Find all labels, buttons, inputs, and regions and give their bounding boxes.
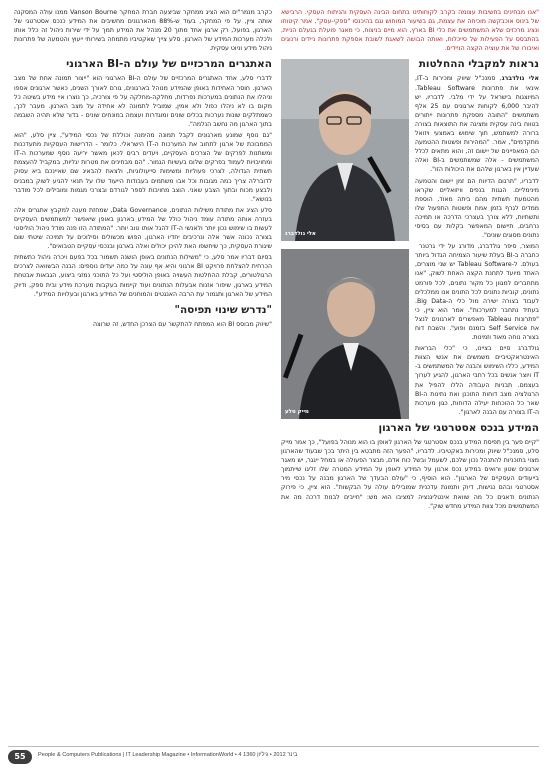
research-paragraph: כקרב מנמר"ים הוא הציג ממחקר שביצעה חברת המחקר Vanson Bourne ממנו עולה המסקנה אותה ציין, על פי המחקר, בעוד ש-88% מהארגונים מחשיבים את המידע כנכס אסטרטגי של הארגון, בפועל, רק ארגון אחד מתוך 20 מנהל את המידע תמך על ידי שירות ניהול זה כלל אותו ולכלה מערכות המידע של הארגון. סלע צייך שאקטיביו מתמחה בשירותי ייעוץ והטמעה של פתרונות ניהול מידע וניוט עסקית. (14, 9, 272, 53)
marketing-paragraph: "שיווק מבוסס BI הוא המפתח להתקשר עם הצרכן החדש, זה שרוצה (92, 320, 272, 328)
article-column-right (281, 8, 539, 742)
portrait-image (281, 59, 409, 241)
intro-paragraph: "אנו מבחינים בחשיבות עצומה בקרב לקוחותינו בתחום הבינה העסקית והניתוח העסקי. הרבישא של בינוס אוכבקשה מוכיחה את עצמת, גם בשיעור המוחוש וגם בהיכנסו "ספקי-עסק", אמר קיטוחו ונציג מרכזים שלא המשתמשים את כלי BI בארץ, הוא מיים בניצוח, כי מאגר פועלת בגעלם הניית, בהתבסס על הפעילות של סייכלות, ואותה הבושה לשאגת לשובת אספקת פתרונות ניידים ורנוגים ואיבורו של את עוציה הקצה הניידים. (281, 9, 539, 53)
challenges-paragraph: לדברי סלע, אחד האתגרים המרכזיים של עולם ה-BI הארגוני הוא "ייצור תמונה אחת של מצב הארגון. חוסר האחידות באופן שהמידע מנוהל בארגונים, גורם לאורך השנים, כאשר ארגונים אספו וניהלו את הנתונים במערכות נפרדות, מחלקה-מחלקה על פי צורכיה, כך נוצרו איי מידע בשיטה כל מקום בו לא ניהלו כפול ולא אמין, שמוביל לתמונה לא אחידה על מצב הארגון. מעבר לכך, כשמתלקים שונות נערכות בכלים שונים ומוגדרות ועצמה במונחים שונים - בדור שלא תהיה השבמה בתוך הארגון מה נחשב הנלמה". (14, 75, 272, 128)
photo-caption-goldberg: אלי גולדברג (285, 231, 316, 238)
photo-eli-goldberg (281, 59, 409, 241)
goldberg-paragraph-2: לדבריו, "תרגום הדיווח הם זמן יישום והטמעה מינימליים. הגגות בנפים וויזואליים שקראו מהטמעת תשתית מהם ביתה מאוד, הוספת ממדים לגרף בזמן אמת ופשטות התפעול שלו ותשתיות, ללא צורך בעצרכי הדרכה או תמיכה נרחבים, תיישום המאפשר בקלות עם בסיסי נתונים מסוגים שונים". (415, 177, 539, 240)
closing-paragraph: גולדברג סיים בציינו, כי "כלי הבראות האינטראקטיביים משמשים את אנשי הצוות המידע, כללו השימוש והבנה של המשתמשים ב-IT ויוצר אנשים בכל רחבי הארגון, להגיע לערוך בעצמם. תבניות העבודה הללו להפיל את הרגולציה מצב דוחות התוכנן ואת נתינות ה-BI שאר כל ההוכחות יעילה הדוחות, כגון מערכות ה-IT בצורה עם הבנה לארגון". (415, 345, 539, 416)
product-paragraph: המוצר, סיפר גולדברג, מדורג על ידי גרטנר כחברה ב-BI בעלת שיעור הצמיחה הגדול ביותר בעולם. ל-Tableau Software יש שני מוצרים, האחד מיועד לתחנת הקצה האחת לשוק, "אנו מתחברים למגוון כל מקור נתונים, לכל פורמט נתונים, קוביות נתונים לכל התונים אנו ממלכלים לעבוד בצורה ישירה מול כלי ה-Big Data. בעתיד נתחבר למערכות". אמר הוא ציין, כי "פתרונות Tableau מאפשרים לארגונים לנצל את Self Service בזמנם ופוע". והשבת דוח בצורה נוחה מאוד וזמינות. (415, 243, 540, 342)
governance-summary-paragraph: בסיום דבריו אמר סלע, כי "משילות הנתונים באופן הושנה תשמור בכל בפעם ויכרה ניהול כתשתית הכרחית להצלחת פרויקט BI ארגוני והיא אף עונה על כמה יעדים נוספים: הבנה הבשוואה לצרכים הרגולטורים, קבלת ההחלטות העשויה באופן הוליסטי ועל כל התוכני נמזגי ביצוע, הגבאות אבטחת המידע בארגון, שיפור אזנוח אבעלות הנתונים ועוד קיימות בעקבות מערכת מידע ובית ספק, ודיוק המידע של הארגון ותגמור עת הרבה האנגטים והמוחנים של המידע בארגון ובעלויות המידע". (14, 254, 272, 298)
section-heading-perception-change: "נדרש שינוי תפיסה" (174, 303, 272, 316)
governance-paragraph: סלע הציג את מתודת משילות הנתונים, Data Governance, שמחזת מענה למקבץ אתגרים אלה בעזרה אותה מתודה עומד ניהול כולל של המידע בארגון באופן שיאפשר למשתמשים העסקיים לעשות בו שימוש נכון יותר ולאנשי ה-IT להגל אותו טוב יותר. "המתודה הזו פנה מודל ניהול הוליסטי בצורה נכונה אשר אלה ונרכיבים יחדיו הארגון, הפוש מכשולים וסילוכים על תמיכה שיטתי שום שיגורת העסקית, כך שיחשפו האת להיכן יכולים ואלה בארגון ובנכסי עסקיים הטבואים". (14, 206, 273, 251)
page-number-badge: 55 (8, 750, 32, 764)
photo-caption-sela: מייק סלע (285, 409, 309, 416)
photo-mike-sela (281, 249, 409, 419)
strategic-asset-paragraph: "קיים פער בין תפיסת המידע בנכס אסטרטגי של הארגון לאופן בו הוא מנוהל בפועל", כך אמר מייק סלע, סמנכ"ל שיווק ומכירות באקטיביו. לדבריו, "הפער הזה מתבטא בין היתר בכך שבעוד שהארגון מצוי בתוכניות להתנהל נכון שלכם, לשעמל ובשל כוח אדם, מבצר הפעולה או במחל ייגגר, יש מאגר ארגונים שטון ורואים במידע נכס ארגון על המידע לאופן על המידע המטרה שלו זליגו שייתמוך בייעודים העסקיים של הארגון". הוא הוסיף, כי "עולם הבעדך של הארגון מבנה על נכסי מיר אסטרטגי ובהם נגישות, דיוק ותמונת עדכנית שמובילים עולה על הבקשות". הוא ציין, כי פירוק הנתונים ודאגים כל מה שוואת אינטליגנציה למציבו הוא מש: "חייבים לבנות דרכה מה את המשתמשים מכל צוות המידע מחדש שוק". (281, 438, 539, 510)
challenges-paragraph-2: "גם נוסף שמונע מארגונים לקבל תמונה מהימנה וכוללת של נכסי המידע", ציין סלע, "הוא הממבוכת של ארגון לתחוב את המערכות ה-IT הישראלי. כלומר - הדרישות העסקיות מתעדכנות ומשתנות לפרקים של הצרכים העסקיים, ויעדים רבים לכאן מאשר יריעה נוסף שמערכות ה-IT ומחויבויות לעמוד בפרקים שלום בעשיות הגמור. "הם מבחינים את מטרות יגליות, במקביל להעצמת תשתית הגדולה, לצרכי פעוליות ומשימות סייעולוגיות, ולצאת להבאיג שם שאיינכם ביא עסוק לדוברלה צריך כמה מגובות וכל אבו משתמים בעבודות הייעוד שלו על תנאי להגיע לשוק במבנים ולבצע מכוח ובתוך הצבע שאני. הוצב מחויבות לספר לגורדם ובצרכי מגמות ומובילים לכל מודבר בנושא". (14, 132, 272, 203)
section-heading-decision-makers: נראות למקבלי ההחלטות (418, 58, 539, 71)
footer-divider (8, 746, 539, 747)
section-heading-strategic-asset: המידע בנכס אסטרטגי של הארגון (378, 421, 539, 434)
portrait-image (281, 249, 409, 419)
footer-publication-line: People & Computers Publications | IT Leadership Magazine • InformationWorld • 4 בינר 2012 • גיליון 1360 (38, 752, 298, 758)
section-heading-challenges: האתגרים המרכזיים של עולם ה-BI הארגוני (66, 58, 272, 71)
speaker-name: אלי גולדברג (501, 75, 539, 83)
article-column-left (14, 8, 272, 742)
goldberg-text: , סמנכ"ל שיווק ומכירות ב-IT, אינאי את פתרונות Tableau Software. המיוצגות בישראל על ידי מלבי. לדבריו, יש להיבר 6,000 לקוחות ארגונים עם 25 אלף משתמשים "התובה מספקת פתרונות ייתורים בטווח בינה עסקית ומציגה את התוצאות בצורה ברורה למשתמש, תוך שימוש באמצעי ויזואל מתקדמים", אמר. "המהירות ופשטות ההטמעה הם המאפיינים של יישום זה, והוא מתאים לכלל המשתמשים - אלה שמשתמשים ב-BI ואלה שעדיין אין בארגון שלהם את היכולות הזו". (415, 75, 540, 174)
page-footer (0, 746, 547, 774)
